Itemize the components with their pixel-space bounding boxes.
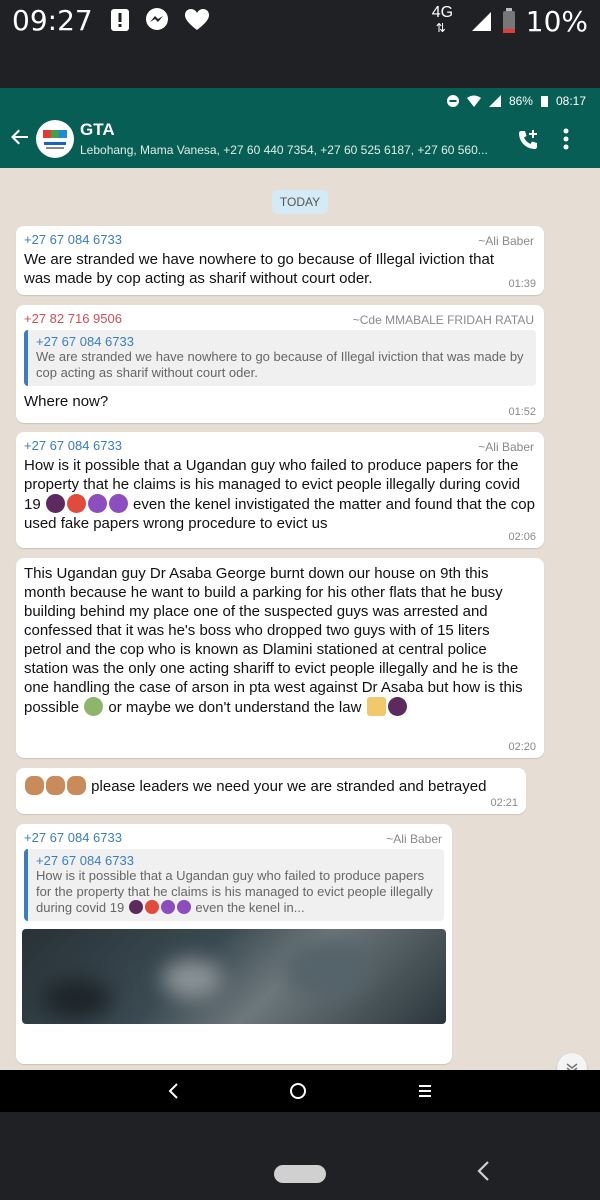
quoted-message[interactable] <box>24 330 536 386</box>
inner-nav-bar <box>0 1070 600 1112</box>
image-attachment[interactable] <box>22 929 446 1024</box>
praying-hands-icon <box>25 776 44 795</box>
signal-icon <box>470 10 492 32</box>
battery-icon <box>502 8 516 34</box>
balance-scale-icon <box>367 697 386 716</box>
quoted-text: We are stranded we have nowhere to go because of Illegal iviction that was made by cop acting as sharif without court oder. <box>36 349 524 380</box>
inner-battery-percent: 86% <box>508 93 533 108</box>
person-shrugging-icon <box>46 494 65 513</box>
message-sender[interactable]: +27 67 084 6733 <box>24 232 122 247</box>
messenger-icon <box>144 7 170 33</box>
more-options-icon[interactable] <box>562 127 570 156</box>
back-arrow-icon[interactable] <box>10 126 30 154</box>
angry-face-icon <box>67 494 86 513</box>
group-avatar-icon[interactable] <box>36 120 74 158</box>
heart-icon <box>184 8 210 32</box>
message-sender[interactable]: +27 82 716 9506 <box>24 311 122 326</box>
network-4g-icon: 4G ⇅ <box>431 4 454 35</box>
inner-status-bar <box>0 88 600 113</box>
message-text: We are stranded we have nowhere to go because of Illegal iviction that was made by cop acting as sharif without court oder. <box>24 251 495 287</box>
home-pill-icon[interactable] <box>274 1165 326 1183</box>
quoted-sender: +27 67 084 6733 <box>36 853 134 868</box>
whatsapp-screenshot <box>0 88 600 1112</box>
angry-face-icon <box>145 900 159 914</box>
dnd-icon <box>447 95 459 107</box>
nav-back-icon[interactable] <box>167 1083 179 1099</box>
battery-percent: 10% <box>525 4 588 38</box>
outer-nav-bar <box>0 1112 600 1200</box>
sender-alias: ~Ali Baber <box>478 234 534 248</box>
message-time: 02:21 <box>490 797 518 809</box>
chat-header <box>0 113 600 168</box>
message-time: 02:20 <box>508 741 536 753</box>
message-time: 01:52 <box>508 406 536 418</box>
devil-face-icon <box>177 900 191 914</box>
sender-alias: ~Cde MMABALE FRIDAH RATAU <box>352 313 534 327</box>
praying-hands-icon <box>67 776 86 795</box>
inner-battery-icon <box>541 95 548 107</box>
add-call-icon[interactable] <box>516 128 540 157</box>
quoted-text: How is it possible that a Ugandan guy who failed to produce papers for the property that he claims is his managed to evict people illegally during covid 19 <box>36 868 433 915</box>
sender-alias: ~Ali Baber <box>478 440 534 454</box>
message-list[interactable] <box>0 168 600 1112</box>
message-text-continued: even the kenel invistigated the matter and found that the cop used fake papers wrong procedure to evict us <box>24 496 535 532</box>
message-time: 02:06 <box>508 531 536 543</box>
person-shrugging-icon <box>129 900 143 914</box>
message-time: 01:39 <box>508 278 536 290</box>
inner-time: 08:17 <box>555 93 586 108</box>
devil-face-icon <box>109 494 128 513</box>
devil-face-icon <box>161 900 175 914</box>
nav-recents-icon[interactable] <box>417 1084 433 1098</box>
praying-hands-icon <box>46 776 65 795</box>
message-bubble[interactable] <box>16 824 452 1064</box>
chat-participants[interactable]: Lebohang, Mama Vanesa, +27 60 440 7354, +27 60 525 6187, +27 60 560... <box>80 143 488 157</box>
outer-status-bar <box>0 0 600 88</box>
wifi-icon <box>467 95 481 107</box>
message-text: How is it possible that a Ugandan guy who failed to produce papers for the property that he claims is his managed to evict people illegally during covid 19 <box>24 457 521 513</box>
message-text-continued: or maybe we don't understand the law <box>108 699 362 716</box>
quoted-text-continued: even the kenel in... <box>195 900 305 915</box>
message-text: please leaders we need your we are stranded and betrayed <box>91 778 487 795</box>
outer-back-icon[interactable] <box>476 1158 490 1189</box>
nav-home-icon[interactable] <box>289 1082 307 1100</box>
sender-alias: ~Ali Baber <box>386 832 442 846</box>
message-bubble[interactable] <box>16 226 544 295</box>
baby-face-icon <box>84 697 103 716</box>
message-bubble[interactable] <box>16 432 544 548</box>
message-bubble[interactable] <box>16 558 544 758</box>
message-bubble[interactable] <box>16 305 544 423</box>
message-sender[interactable]: +27 67 084 6733 <box>24 830 122 845</box>
status-time: 09:27 <box>12 4 93 37</box>
person-shrugging-icon <box>388 697 407 716</box>
quoted-sender: +27 67 084 6733 <box>36 334 134 349</box>
cell-signal-icon <box>489 95 501 107</box>
quoted-message[interactable] <box>24 849 444 921</box>
message-bubble[interactable] <box>16 768 526 814</box>
chat-title[interactable]: GTA <box>80 120 115 139</box>
message-text: Where now? <box>24 393 109 410</box>
devil-face-icon <box>88 494 107 513</box>
message-text: This Ugandan guy Dr Asaba George burnt down our house on 9th this month because he want to build a parking for his other flats that he busy building behind my place one of the suspected guys was arrested and confessed that it was he's boss who dropped two guys with of 15 liters petrol and the cop who is known as Dlamini stationed at central police station was the only one acting shariff to evict people illegally and he is the one handling the case of arson in pta west against Dr Asaba but how is this possible <box>24 565 523 716</box>
date-divider: TODAY <box>272 190 328 214</box>
notification-alert-icon <box>110 8 130 32</box>
message-sender[interactable]: +27 67 084 6733 <box>24 438 122 453</box>
